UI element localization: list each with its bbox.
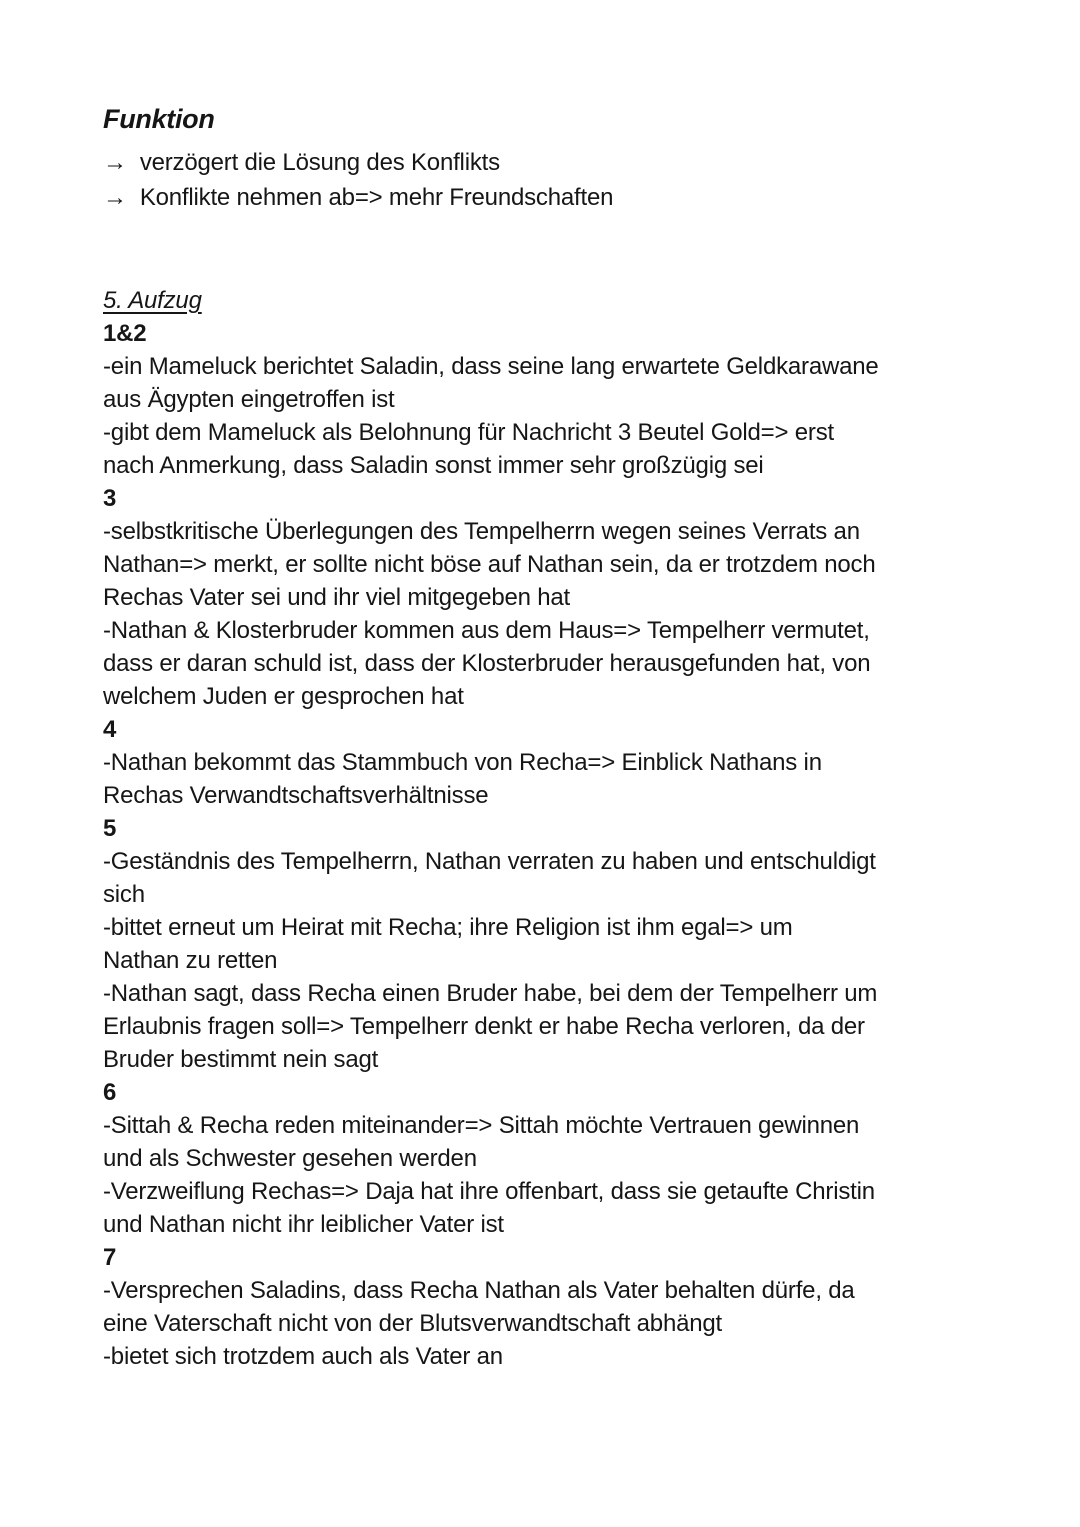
funktion-item-text: Konflikte nehmen ab=> mehr Freundschaften xyxy=(139,184,614,211)
text-line: -gibt dem Mameluck als Belohnung für Nachricht 3 Beutel Gold=> erst xyxy=(103,419,834,446)
text-line: und als Schwester gesehen werden xyxy=(103,1145,477,1172)
text-line: Nathan zu retten xyxy=(103,947,278,974)
text-line: Rechas Vater sei und ihr viel mitgegeben hat xyxy=(103,584,571,611)
aufzug-heading-row xyxy=(103,284,990,317)
scene-block xyxy=(103,713,990,812)
text-line: nach Anmerkung, dass Saladin sonst immer sehr großzügig sei xyxy=(103,452,764,479)
scene-block xyxy=(103,812,990,1076)
arrow-right-icon: → xyxy=(103,184,127,211)
text-line: welchem Juden er gesprochen hat xyxy=(103,683,464,710)
text-line: -selbstkritische Überlegungen des Tempelherrn wegen seines Verrats an xyxy=(103,518,860,545)
text-line: -bittet erneut um Heirat mit Recha; ihre Religion ist ihm egal=> um xyxy=(103,914,793,941)
funktion-item xyxy=(103,180,990,215)
text-line: -Verzweiflung Rechas=> Daja hat ihre offenbart, dass sie getaufte Christin xyxy=(103,1178,875,1205)
text-line: eine Vaterschaft nicht von der Blutsverwandtschaft abhängt xyxy=(103,1310,722,1337)
text-line: -Sittah & Recha reden miteinander=> Sittah möchte Vertrauen gewinnen xyxy=(103,1112,860,1139)
text-line: aus Ägypten eingetroffen ist xyxy=(103,386,395,413)
scene-label: 6 xyxy=(103,1079,117,1106)
scene-block xyxy=(103,1241,990,1373)
funktion-item xyxy=(103,145,990,180)
text-line: -Nathan sagt, dass Recha einen Bruder habe, bei dem der Tempelherr um xyxy=(103,980,878,1007)
scene-block xyxy=(103,482,990,713)
scene-block xyxy=(103,1076,990,1241)
text-line: -Versprechen Saladins, dass Recha Nathan als Vater behalten dürfe, da xyxy=(103,1277,855,1304)
text-line: und Nathan nicht ihr leiblicher Vater ist xyxy=(103,1211,504,1238)
funktion-item-text: verzögert die Lösung des Konflikts xyxy=(139,149,500,176)
text-line: Nathan=> merkt, er sollte nicht böse auf Nathan sein, da er trotzdem noch xyxy=(103,551,876,578)
scene-label: 3 xyxy=(103,485,117,512)
text-line: -Geständnis des Tempelherrn, Nathan verraten zu haben und entschuldigt xyxy=(103,848,876,875)
scene-label: 1&2 xyxy=(103,320,147,347)
scene-label: 5 xyxy=(103,815,117,842)
scene-list xyxy=(103,317,990,1373)
scene-label: 7 xyxy=(103,1244,117,1271)
text-line: -Nathan & Klosterbruder kommen aus dem Haus=> Tempelherr vermutet, xyxy=(103,617,870,644)
text-line: -bietet sich trotzdem auch als Vater an xyxy=(103,1343,503,1370)
scene-label: 4 xyxy=(103,716,117,743)
arrow-right-icon: → xyxy=(103,149,127,176)
text-line: dass er daran schuld ist, dass der Klosterbruder herausgefunden hat, von xyxy=(103,650,871,677)
text-line: -Nathan bekommt das Stammbuch von Recha=> Einblick Nathans in xyxy=(103,749,822,776)
page-content xyxy=(103,104,990,1373)
text-line: Erlaubnis fragen soll=> Tempelherr denkt er habe Recha verloren, da der xyxy=(103,1013,865,1040)
text-line: Rechas Verwandtschaftsverhältnisse xyxy=(103,782,489,809)
text-line: sich xyxy=(103,881,145,908)
text-line: -ein Mameluck berichtet Saladin, dass seine lang erwartete Geldkarawane xyxy=(103,353,879,380)
funktion-list xyxy=(103,145,990,215)
text-line: Bruder bestimmt nein sagt xyxy=(103,1046,379,1073)
aufzug-heading: 5. Aufzug xyxy=(103,287,202,314)
scene-block xyxy=(103,317,990,482)
funktion-heading: Funktion xyxy=(103,104,215,134)
